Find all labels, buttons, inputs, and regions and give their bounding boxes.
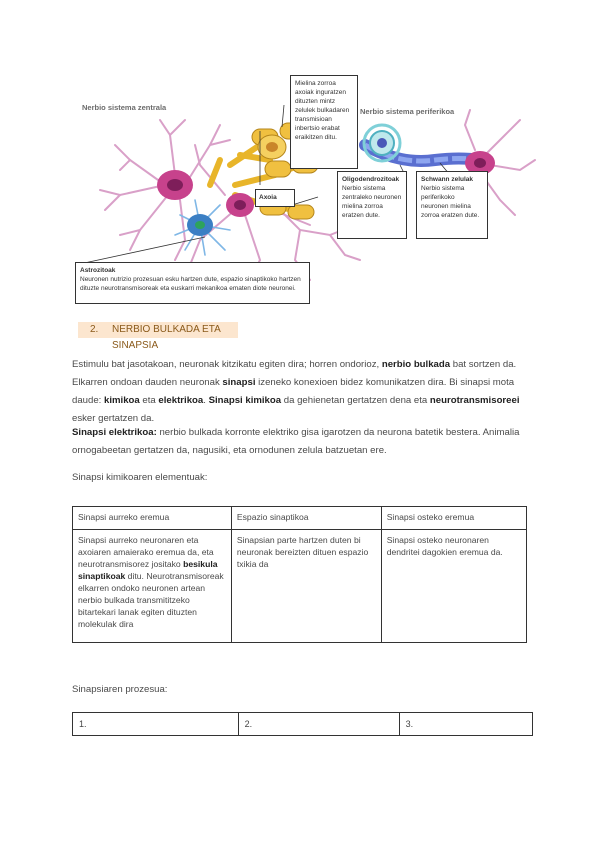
schwann-text: Nerbio sistema periferikoko neuronen mielina zorroa eratzen dute. bbox=[421, 185, 480, 219]
elements-intro: Sinapsi kimikoaren elementuak: bbox=[72, 472, 208, 483]
bold-term: Sinapsi elektrikoa: bbox=[72, 427, 157, 438]
header-presynaptic: Sinapsi aurreko eremua bbox=[73, 507, 232, 530]
synapse-elements-table bbox=[72, 506, 527, 643]
peripheral-nervous-system-label: Nerbio sistema periferikoa bbox=[360, 107, 455, 116]
process-step-2[interactable]: 2. bbox=[238, 713, 399, 736]
text-run: . bbox=[203, 395, 209, 406]
text-run: eta bbox=[139, 395, 159, 406]
bold-term: besikula sinaptikoak bbox=[78, 559, 218, 581]
oligodendrocyte-title: Oligodendrozitoak bbox=[342, 176, 400, 183]
section-title: NERBIO BULKADA ETA SINAPSIA bbox=[112, 324, 221, 351]
process-intro: Sinapsiaren prozesua: bbox=[72, 684, 168, 695]
schwann-callout bbox=[416, 171, 488, 239]
text-run: nerbio bulkada korronte elektriko gisa igarotzen da neurona batetik bestera. Animalia ornogabeetan gertatzen da, nagusiki, eta ornodunen zelula batzuetan ere. bbox=[72, 427, 520, 456]
neuron-illustration bbox=[60, 65, 540, 315]
section-heading bbox=[78, 322, 238, 351]
table-row bbox=[73, 713, 533, 736]
header-postsynaptic: Sinapsi osteko eremua bbox=[381, 507, 526, 530]
process-step-3[interactable]: 3. bbox=[399, 713, 532, 736]
text-run: ditu. Neurotransmisoreak elkarren ondoko neuronen artean nerbio bulkada transmititzeko bitartekari lanak egiten dituzten molekulak dira bbox=[78, 571, 224, 629]
bold-term: kimikoa bbox=[104, 395, 140, 406]
text-run: izeneko konexioen bidez komunikatzen dira. Bi sinapsi mota daude: bbox=[72, 377, 515, 406]
text-run: da gehienetan gertatzen dena eta bbox=[281, 395, 430, 406]
text-run: Sinapsi aurreko neuronaren eta axoiaren amaierako eremua da, eta neurotransmisorez jositako bbox=[78, 535, 214, 569]
text-run: bat sortzen da. Elkarren ondoan dauden neuronak bbox=[72, 359, 517, 388]
paragraph-electrical-synapse bbox=[72, 424, 532, 460]
cell-presynaptic bbox=[73, 530, 232, 643]
cell-postsynaptic: Sinapsi osteko neuronaren dendritei dagokien eremua da. bbox=[381, 530, 526, 643]
schwann-title: Schwann zelulak bbox=[421, 176, 474, 183]
text-run: esker gertatzen da. bbox=[72, 413, 155, 424]
bold-term: sinapsi bbox=[222, 377, 256, 388]
myelin-callout-text: Mielina zorroa axoiak inguratzen dituzten mintz zelulek bulkadaren transmisioan inbertsio erabat eraikitzen ditu. bbox=[295, 80, 350, 141]
text-run: Estimulu bat jasotakoan, neuronak kitzikatu egiten dira; horren ondorioz, bbox=[72, 359, 382, 370]
section-number: 2. bbox=[90, 324, 99, 335]
axon-label: Axoia bbox=[259, 194, 277, 201]
myelin-callout bbox=[290, 75, 358, 169]
table-row bbox=[73, 530, 527, 643]
bold-term: elektrikoa bbox=[158, 395, 204, 406]
central-nervous-system-label: Nerbio sistema zentrala bbox=[82, 103, 167, 112]
process-step-1[interactable]: 1. bbox=[73, 713, 239, 736]
table-header-row bbox=[73, 507, 527, 530]
oligodendrocyte-text: Nerbio sistema zentraleko neuronen mielina zorroa eratzen dute. bbox=[342, 185, 402, 219]
cell-synaptic-cleft: Sinapsian parte hartzen duten bi neuronak bereizten dituen espazio txikia da bbox=[231, 530, 381, 643]
paragraph-nerve-impulse bbox=[72, 356, 532, 428]
bold-term: nerbio bulkada bbox=[381, 359, 451, 370]
astrocyte-callout bbox=[75, 262, 310, 304]
bold-term: neurotransmisoreei bbox=[429, 395, 520, 406]
oligodendrocyte-callout bbox=[337, 171, 407, 239]
header-synaptic-cleft: Espazio sinaptikoa bbox=[231, 507, 381, 530]
astrocyte-title: Astrozitoak bbox=[80, 267, 116, 274]
axon-label-box bbox=[255, 189, 295, 207]
synapse-process-table bbox=[72, 712, 533, 736]
astrocyte-text: Neuronen nutrizio prozesuan esku hartzen dute, espazio sinaptikoko hartzen dituzte neurotransmisoreak eta euskarri mekanikoa ematen diote neuronei. bbox=[80, 276, 301, 292]
bold-term: Sinapsi kimikoa bbox=[208, 395, 282, 406]
